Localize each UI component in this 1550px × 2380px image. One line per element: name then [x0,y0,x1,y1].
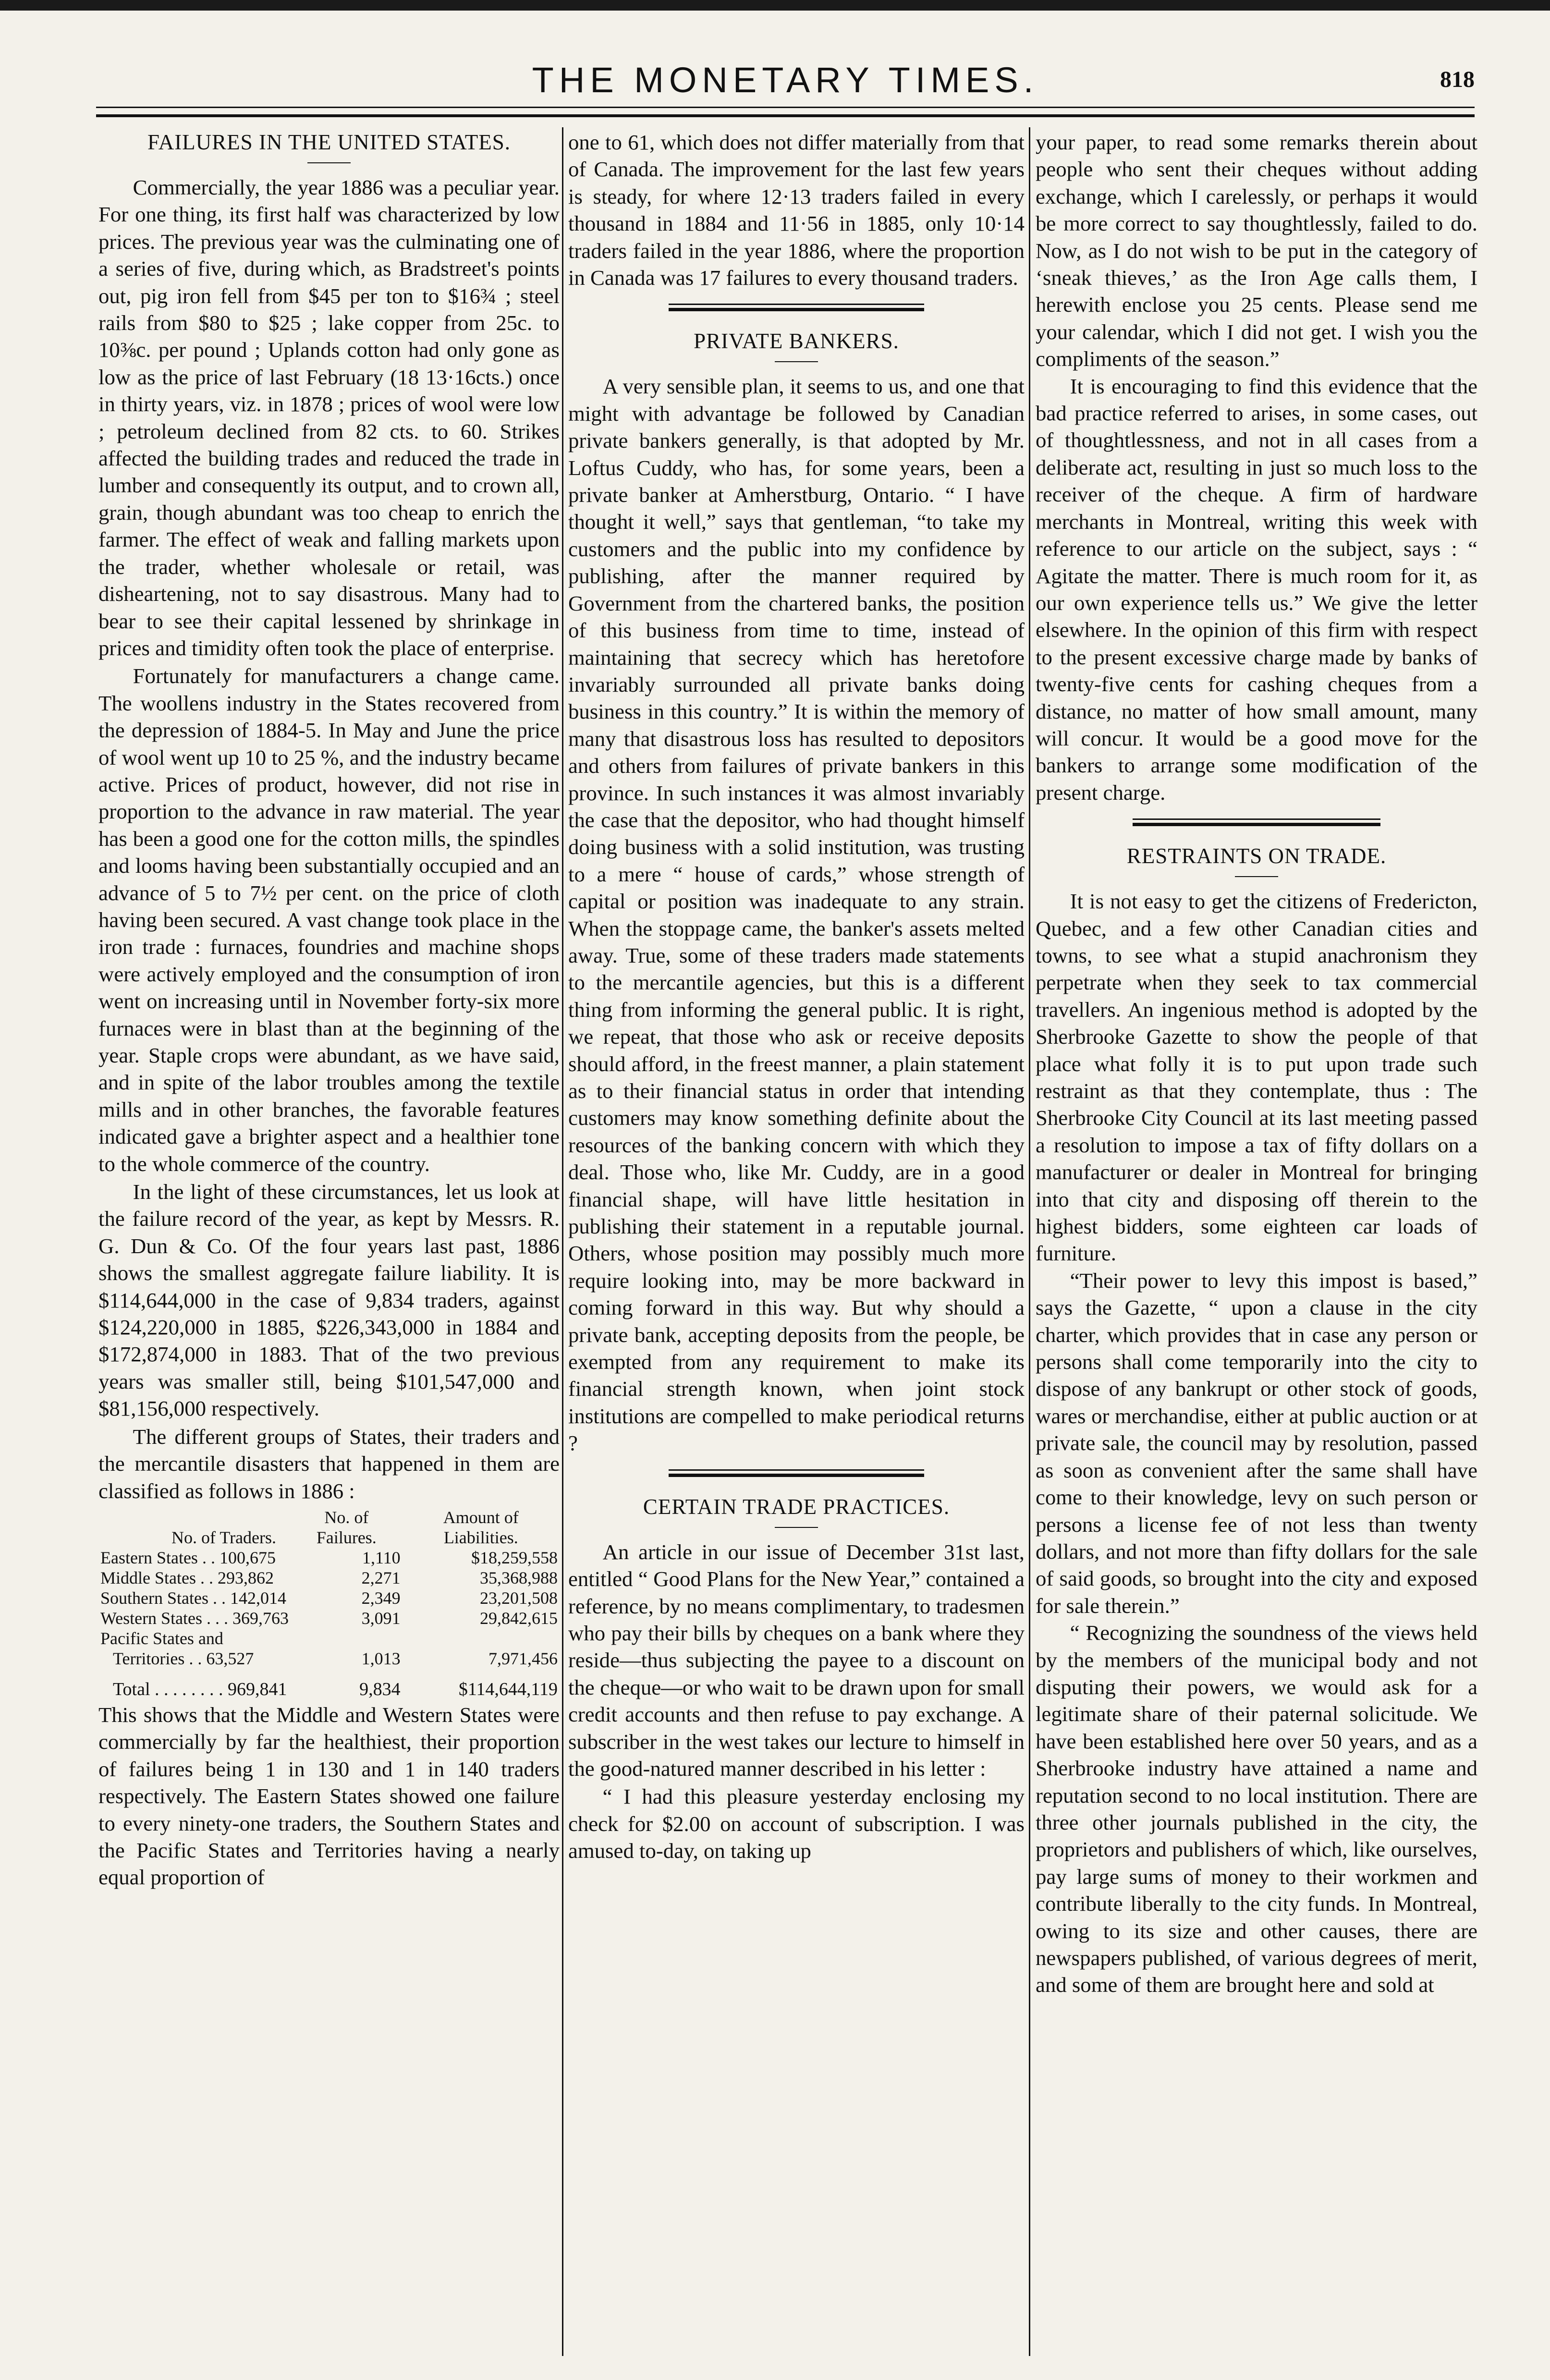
table-total-row [98,1669,560,1699]
page-number: 818 [1440,67,1475,92]
table-cell: Total . . . . . . . . 969,841 [113,1679,287,1699]
column-divider [562,127,563,2356]
table-row [98,1628,560,1648]
title-rule [307,162,351,163]
article-title: CERTAIN TRADE PRACTICES. [643,1494,950,1519]
table-cell: 35,368,988 [480,1568,558,1587]
page-header [96,54,1475,111]
title-rule [775,1527,818,1528]
paragraph: In the light of these circumstances, let us look at the failure record of the year, as kept by Messrs. R. G. Dun & Co. Of the four years last past, 1886 shows the smallest aggregate failure liability. It is $114,644,000 in the case of 9,834 traders, against $124,220,000 in 1885, $226,343,000 in 1884 and $172,874,000 in 1883. That of the two previous years was smaller still, being $101,547,000 and $81,156,000 respectively. [98,1180,560,1421]
table-cell: Middle States . . 293,862 [100,1568,274,1587]
section-separator [669,1469,924,1477]
paragraph: This shows that the Middle and Western States were commercially by far the healthiest, their proportion of failures being 1 in 130 and 1 in 140 traders respectively. The Eastern States showed one failure to every ninety-one traders, the Southern States and the Pacific States and Territories having a nearly equal proportion of [98,1702,560,1890]
column-1 [98,129,560,2367]
table-cell: 9,834 [359,1679,401,1699]
table-cell: Pacific States and [100,1628,223,1648]
column-divider [1029,127,1030,2356]
column-3 [1036,129,1477,2367]
paragraph: A very sensible plan, it seems to us, and one that might with advantage be followed by Canadian private bankers generally, is that adopted by Mr. Loftus Cuddy, who has, for some years, been a private banker at Amherstburg, Ontario. “ I have thought it well,” says that gentleman, “to take my customers and the public into my confidence by publishing, after the manner required by Government from the chartered banks, the position of this business from time to time, instead of maintaining that secrecy which has heretofore invariably surrounded all private banks doing business in this country.” It is within the memory of many that disastrous loss has resulted to depositors and others from failures of private bankers in this province. In such instances it was almost invariably the case that the depositor, who had thought himself doing business with a solid institution, was trusting to a mere “ house of cards,” whose strength of capital or position was inadequate to any strain. When the stoppage came, the banker's assets melted away. True, some of these traders made statements to the mercantile agencies, but this is a different thing from informing the general public. It is right, we repeat, that those who ask or receive deposits should afford, in the freest manner, a plain statement as to their financial status in order that intending customers may know something definite about the resources of the banking concern with which they deal. Those who, like Mr. Cuddy, are in a good financial shape, will have little hesitation in publishing their statement in a reputable journal. Others, whose position may possibly much more require looking into, may be more backward in coming forward in this way. But why should a private bank, accepting deposits from the people, be exempted from any requirement to make its financial strength known, when joint stock institutions are compelled to make periodical returns ? [568,374,1025,1455]
paragraph: Commercially, the year 1886 was a peculiar year. For one thing, its first half was characterized by low prices. The previous year was the culminating one of a series of five, during which, as Bradstreet's points out, pig iron fell from $45 per ton to $16¾ ; steel rails from $80 to $25 ; lake copper from 25c. to 10⅜c. per pound ; Uplands cotton had only gone as low as the price of last February (18 13·16cts.) once in thirty years, viz. in 1878 ; prices of wool were low ; petroleum declined from 82 cts. to 60. Strikes affected the building trades and reduced the trade in lumber and consequently its output, and to crown all, grain, though abundant was too cheap to enrich the farmer. The effect of weak and falling markets upon the trader, whether wholesale or retail, was disheartening, not to say disastrous. Many had to bear to see their capital lessened by shrinkage in prices and timidity often took the place of enterprise. [98,175,560,660]
table-cell: $114,644,119 [458,1679,558,1699]
table-cell: 7,971,456 [488,1648,558,1668]
table-row [98,1568,560,1588]
table-cell: 2,349 [361,1588,401,1608]
header-rule-thin [96,107,1475,108]
column-2 [568,129,1025,2367]
table-cell: 1,013 [361,1648,401,1668]
table-cell: Southern States . . 142,014 [100,1588,286,1608]
table-cell: 29,842,615 [480,1608,558,1628]
table-header: Amount of Liabilities. [443,1507,519,1547]
paragraph: Fortunately for manufacturers a change came. The woollens industry in the States recovered from the depression of 1884-5. In May and June the price of wool went up 10 to 25 %, and the industry became active. Prices of product, however, did not rise in proportion to the advance in raw material. The year has been a good one for the cotton mills, the spindles and looms having been substantially occupied and an advance of 5 to 7½ per cent. on the price of cloth having been secured. A vast change took place in the iron trade : furnaces, foundries and machine shops were actively employed and the consumption of iron went on increasing until in November forty-six more furnaces were in blast than at the beginning of the year. Staple crops were abundant, as we have said, and in spite of the labor troubles among the textile mills and in other branches, the favorable features indicated gave a brighter aspect and a healthier tone to the whole commerce of the country. [98,664,560,1176]
table-cell: 3,091 [361,1608,401,1628]
table-row [98,1548,560,1568]
paragraph: your paper, to read some remarks therein about people who sent their cheques without adding exchange, which I carelessly, or perhaps it would be more correct to say thoughtlessly, failed to do. Now, as I do not wish to be put in the category of ‘sneak thieves,’ as the Iron Age calls them, I herewith enclose you 25 cents. Please send me your calendar, which I did not get. I wish you the compliments of the season.” [1036,130,1477,371]
table-cell: $18,259,558 [471,1548,558,1567]
article-title: FAILURES IN THE UNITED STATES. [147,130,511,154]
title-rule [775,361,818,362]
paragraph: “Their power to levy this impost is based,” says the Gazette, “ upon a clause in the city charter, which provides that in case any person or persons shall come temporarily into the city to dispose of any bankrupt or other stock of goods, wares or merchandise, either at public auction or at private sale, the council may by resolution, passed as soon as convenient after the same shall have come to their knowledge, levy on such person or persons a license fee of not less than twenty dollars, and not more than fifty dollars for the sale of said goods, so brought into the city and exposed for sale therein.” [1036,1268,1477,1618]
title-rule [1235,876,1278,877]
paragraph: “ I had this pleasure yesterday enclosing my check for $2.00 on account of subscription. I was amused to-day, on taking up [568,1784,1025,1863]
table-header-row [98,1507,560,1548]
paragraph: It is not easy to get the citizens of Fredericton, Quebec, and a few other Canadian cities and towns, to see what a stupid anachronism they perpetrate when they seek to tax commercial travellers. An ingenious method is adopted by the Sherbrooke Gazette to show the people of that place what folly it is to put upon trade such restraint as that they contemplate, thus : The Sherbrooke City Council at its last meeting passed a resolution to impose a tax of fifty dollars on a manufacturer or dealer in Montreal for bringing into that city and disposing off therein to the highest bidders, some eighteen car loads of furniture. [1036,889,1477,1266]
table-cell: 1,110 [362,1548,401,1567]
article-title: PRIVATE BANKERS. [694,329,899,354]
table-cell: 2,271 [361,1568,401,1587]
paragraph: The different groups of States, their traders and the mercantile disasters that happened in them are classified as follows in 1886 : [98,1424,560,1503]
table-cell: Territories . . 63,527 [113,1648,254,1668]
paragraph: “ Recognizing the soundness of the views held by the members of the municipal body and not disputing their powers, we would ask for a legitimate share of their paternal solicitude. We have been established here over 50 years, and as a Sherbrooke industry have attained a name and reputation second to no local institution. There are three other journals published in the city, the proprietors and publishers of which, like ourselves, pay large sums of money to their workmen and contribute liberally to the city funds. In Montreal, owing to its size and other causes, there are newspapers published, of various degrees of merit, and some of them are brought here and sold at [1036,1621,1477,1997]
paragraph: It is encouraging to find this evidence that the bad practice referred to arises, in some cases, out of thoughtlessness, and not in all cases from a deliberate act, resulting in just so much loss to the receiver of the cheque. A firm of hardware merchants in Montreal, writing this week with reference to our article on the subject, says : “ Agitate the matter. There is much room for it, as our own experience tells us.” We give the letter elsewhere. In the opinion of this firm with respect to the present excessive charge made by banks of twenty-five cents for cashing cheques from a distance, no matter of how small amount, many will concur. It would be a good move for the bankers to arrange some modification of the present charge. [1036,374,1477,805]
section-separator [1133,818,1380,826]
paragraph: An article in our issue of December 31st last, entitled “ Good Plans for the New Year,” contained a reference, by no means complimentary, to tradesmen who pay their bills by cheques on a bank where they reside—thus subjecting the payee to a discount on the cheque—or who wait to be drawn upon for small credit accounts and then refuse to pay exchange. A subscriber in the west takes our lecture to himself in the good-natured manner described in his letter : [568,1539,1025,1781]
table-row [98,1648,560,1669]
header-rule-thick [96,114,1475,117]
section-separator [669,304,924,311]
table-row [98,1588,560,1608]
table-cell: 23,201,508 [480,1588,558,1608]
masthead: THE MONETARY TIMES. [532,60,1039,100]
table-row [98,1608,560,1628]
page-top-edge [0,0,1550,11]
table-cell: Eastern States . . 100,675 [100,1548,276,1567]
table-cell [403,1628,560,1648]
table-header: No. of Traders. [171,1527,277,1547]
table-cell [291,1628,403,1648]
table-cell: Western States . . . 369,763 [100,1608,289,1628]
paragraph: one to 61, which does not differ materially from that of Canada. The improvement for the last few years is steady, for where 12·13 traders failed in every thousand in 1884 and 11·56 in 1885, only 10·14 traders failed in the year 1886, where the proportion in Canada was 17 failures to every thousand traders. [568,130,1025,290]
article-title: RESTRAINTS ON TRADE. [1126,844,1387,868]
table-header: No. of Failures. [316,1507,377,1547]
failures-table [98,1507,560,1699]
